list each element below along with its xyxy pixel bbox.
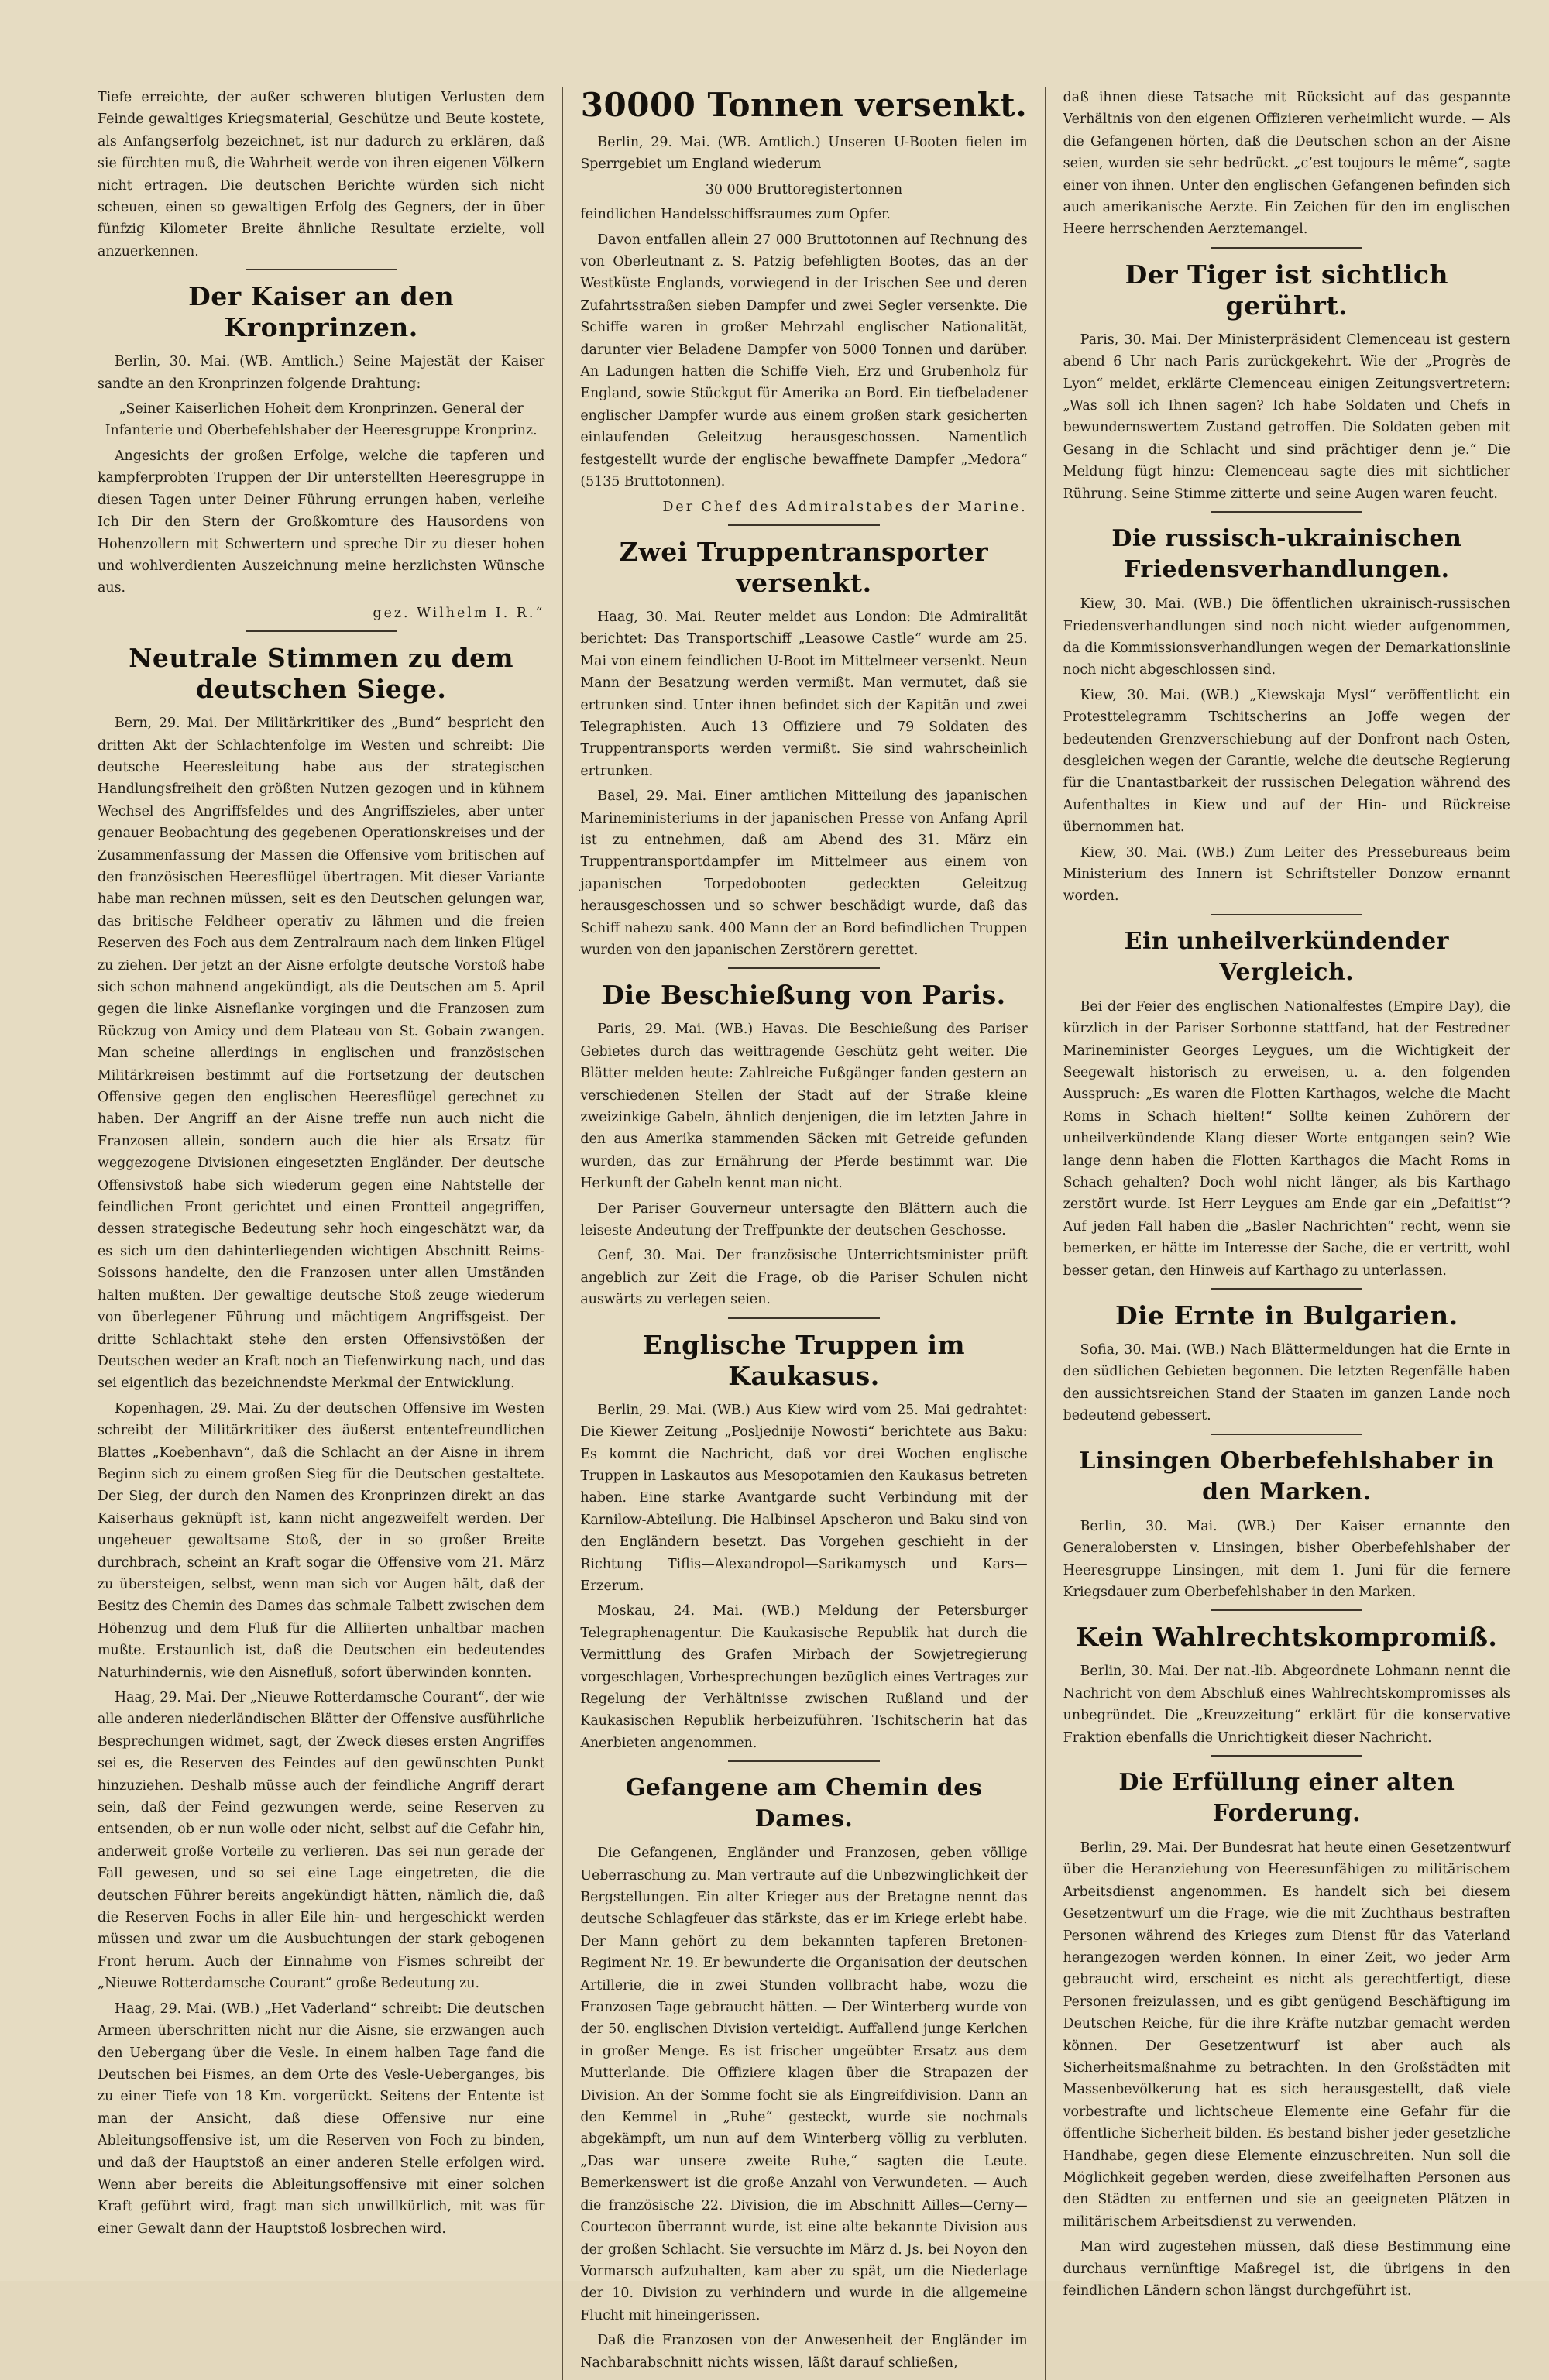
article-text: Genf, 30. Mai. Der französische Unterrichtsminister prüft angeblich zur Zeit die Frage, ob die Pariser Schulen nicht auswärts zu verlegen seien. bbox=[580, 1248, 1028, 1308]
article-text: Berlin, 30. Mai. (WB.) Der Kaiser ernannte den Generalobersten v. Linsingen, bisher Oberbefehlshaber der Heeresgruppe Linsingen, mit dem 1. Juni für die fernere Kriegsdauer zum Oberbefehlshaber in den Marken. bbox=[1063, 1518, 1510, 1600]
article-tonnen bbox=[580, 87, 1027, 518]
article-text: daß ihnen diese Tatsache mit Rücksicht auf das gespannte Verhältnis von den eigenen Offizieren verheimlicht wurde. — Als die Gefangenen hörten, daß die Deutschen schon an der Aisne seien, wurden sie sehr bedrückt. „c’est toujours le même“, sagte einer von ihnen. Unter den englischen Gefangenen befinden sich auch amerikanische Aerzte. Ein Zeichen für den im englischen Heere herrschenden Aerztemangel. bbox=[1063, 90, 1510, 238]
article-text: Berlin, 30. Mai. (WB. Amtlich.) Seine Majestät der Kaiser sandte an den Kronprinzen folgende Drahtung: bbox=[98, 354, 545, 392]
article-text: Kiew, 30. Mai. (WB.) Zum Leiter des Pressebureaus beim Ministerium des Innern ist Schriftsteller Donzow ernannt worden. bbox=[1063, 844, 1510, 905]
headline: Neutrale Stimmen zu dem deutschen Siege. bbox=[129, 643, 514, 705]
article-gefangene bbox=[580, 1773, 1027, 2374]
divider bbox=[1211, 1288, 1362, 1290]
article-text: „Seiner Kaiserlichen Hoheit dem Kronprinzen. General der Infanterie und Oberbefehlshaber der Heeresgruppe Kronprinz. bbox=[105, 401, 538, 439]
divider bbox=[1211, 1755, 1362, 1757]
article-text: Berlin, 29. Mai. (WB. Amtlich.) Unseren U-Booten fielen im Sperrgebiet um England wiederum bbox=[580, 135, 1028, 173]
article-text: Tiefe erreichte, der außer schweren blutigen Verlusten dem Feinde gewaltiges Kriegsmaterial, Geschütze und Beute kostete, als Anfangserfolg bezeichnet, ist nur dadurch zu erklären, daß sie fürchten muß, die Wahrheit werde von ihren eigenen Völkern nicht ertragen. Die deutschen Berichte würden sich nicht scheuen, einen so gewaltigen Erfolg des Gegners, der in über fünfzig Kilometer Breite ähnliche Resultate erzielte, voll anzuerkennen. bbox=[98, 90, 545, 259]
headline: Gefangene am Chemin des Dames. bbox=[625, 1774, 983, 1833]
article-text: Kiew, 30. Mai. (WB.) „Kiewskaja Mysl“ veröffentlicht ein Protesttelegramm Tschitscherins an Joffe wegen der bedeutenden Grenzverschiebung auf der Donfront nach Osten, desgleichen wegen der Garantie, welche die deutsche Regierung für die Unantastbarkeit der russischen Delegation während des Aufenthaltes in Kiew und auf der Hin- und Rückreise übernommen hat. bbox=[1063, 687, 1510, 836]
headline: Kein Wahlrechtskompromiß. bbox=[1076, 1622, 1498, 1653]
headline: Die russisch-ukrainischen Friedensverhandlungen. bbox=[1111, 525, 1462, 584]
divider bbox=[1211, 1609, 1362, 1611]
article-text: Paris, 29. Mai. (WB.) Havas. Die Beschießung des Pariser Gebietes durch das weittragende Geschütz geht weiter. Die Blätter melden heute: Zahlreiche Fußgänger fanden gestern an verschiedenen Stellen der Stadt auf der Straße kleine zweizinkige Gabeln, ähnlich denjenigen, die im letzten Jahre in den aus Amerika stammenden Säcken mit Getreide gefunden wurden, das zur Ernährung der Pferde bestimmt war. Die Herkunft der Gabeln kennt man nicht. bbox=[580, 1022, 1028, 1192]
article-text: Haag, 29. Mai. Der „Nieuwe Rotterdamsche Courant“, der wie alle anderen niederländischen Blätter der Offensive ausführliche Besprechungen widmet, sagt, der Zweck dieses ersten Angriffes sei es, die Reserven des Feindes auf den gewünschten Punkt hinzuziehen. Deshalb müsse auch der feindliche Angriff derart sein, daß der Feind gezwungen werde, seine Reserven zu entsenden, ob er nun wolle oder nicht, selbst auf die Gefahr hin, anderweit große Vorteile zu verlieren. Das sei nun gerade der Fall gewesen, und so sei eine Lage eingetreten, die die deutschen Führer bereits angekündigt hätten, nämlich die, daß die Reserven Fochs in aller Eile hin- und hergeschickt werden müssen und zwar um die Ausbuchtungen der stark gebogenen Front herum. Auch der Einnahme von Fismes schreibt der „Nieuwe Rotterdamsche Courant“ große Bedeutung zu. bbox=[98, 1690, 545, 1992]
signature-line: gez. Wilhelm I. R.“ bbox=[373, 605, 545, 621]
article-text: Daß die Franzosen von der Anwesenheit der Engländer im Nachbarabschnitt nichts wissen, läßt darauf schließen, bbox=[580, 2333, 1028, 2371]
article-kaukasus bbox=[580, 1330, 1027, 1755]
article-text: Bern, 29. Mai. Der Militärkritiker des „Bund“ bespricht den dritten Akt der Schlachtenfolge im Westen und schreibt: Die deutsche Heeresleitung habe aus der strategischen Handlungsfreiheit den größten Nutzen gezogen und in kühnem Wechsel des Angriffsfeldes und des Angriffszieles, aber unter genauer Beobachtung des gegebenen Operationskreises und der Zusammenfassung der Massen die Offensive vom britischen auf den französischen Heeresflügel übertragen. Mit dieser Variante habe man rechnen müssen, seit es den Deutschen gelungen war, das britische Feldheer operativ zu lähmen und die freien Reserven des Foch aus dem Zentralraum nach dem linken Flügel zu ziehen. Der jetzt an der Aisne erfolgte deutsche Vorstoß habe sich schon mahnend angekündigt, als die Deutschen am 5. April gegen die linke Aisneflanke vorgingen und die Franzosen zum Rückzug von Amicy und dem Plateau von St. Gobain zwangen. Man scheine allerdings in englischen und französischen Militärkreisen bestimmt auf die Fortsetzung der deutschen Offensive gegen den englischen Heeresflügel gerechnet zu haben. Der Angriff an der Aisne treffe nun auch nicht die Franzosen allein, sondern auch die hier als Ersatz für weggezogene Divisionen eingesetzten Engländer. Der deutsche Offensivstoß habe sich wiederum gegen eine Nahtstelle der feindlichen Front gerichtet und einen Frontteil angegriffen, dessen strategische Bedeutung sehr hoch eingeschätzt war, da es sich um den dahinterliegenden wichtigen Abschnitt Reims-Soissons handelte, den die Franzosen unter allen Umständen halten mußten. Der gewaltige deutsche Stoß zeuge wiederum von überlegener Führung und mächtigem Angriffsgeist. Der dritte Schlachtakt stehe den ersten Offensivstößen der Deutschen weder an Kraft noch an Tiefenwirkung nach, und das sei eigentlich das bezeichnendste Merkmal der Entwicklung. bbox=[98, 716, 545, 1392]
headline: Der Tiger ist sichtlich gerührt. bbox=[1125, 259, 1449, 321]
headline: Linsingen Oberbefehlshaber in den Marken. bbox=[1079, 1447, 1495, 1506]
divider bbox=[246, 269, 397, 270]
article-continuation bbox=[98, 87, 544, 263]
article-continuation bbox=[1063, 87, 1510, 241]
article-paris bbox=[580, 980, 1027, 1310]
divider bbox=[728, 524, 880, 526]
divider bbox=[728, 1760, 880, 1762]
article-text: Man wird zugestehen müssen, daß diese Bestimmung eine durchaus vernünftige Maßregel ist, die übrigens in den feindlichen Ländern schon längst durchgeführt ist. bbox=[1063, 2239, 1510, 2299]
article-forderung bbox=[1063, 1767, 1510, 2303]
divider bbox=[1211, 511, 1362, 513]
article-text: Berlin, 29. Mai. Der Bundesrat hat heute einen Gesetzentwurf über die Heranziehung von Heeresunfähigen zu militärischem Arbeitsdienst angenommen. Es handelt sich bei diesem Gesetzentwurf um die Frage, wie die mit Zuchthaus bestraften Personen während des Krieges zum Dienst für das Vaterland herangezogen werden können. In einer Zeit, wo jeder Arm gebraucht wird, erscheint es nicht als gerechtfertigt, diese Personen freizulassen, und es gibt genügend Beschäftigung im Deutschen Reiche, für die ihre Kräfte nutzbar gemacht werden können. Der Gesetzentwurf ist aber auch als Sicherheitsmaßnahme zu betrachten. In den Großstädten mit Massenbevölkerung hat es sich herausgestellt, daß viele vorbestrafte und lichtscheue Elemente eine Gefahr für die öffentliche Sicherheit bilden. Es bestand bisher jeder gesetzliche Handhabe, gegen diese Elemente einzuschreiten. Nun soll die Möglichkeit gegeben werden, diese zweifelhaften Personen aus den Städten zu entfernen und sie an geeigneten Plätzen in militärischem Arbeitsdienst zu verwenden. bbox=[1063, 1839, 1510, 2230]
signature-line: Der Chef des Admiralstabes der Marine. bbox=[662, 499, 1028, 515]
article-text: Angesichts der großen Erfolge, welche die tapferen und kampferprobten Truppen der Dir unterstellten Heeresgruppe in diesen Tagen unter Deiner Führung errungen haben, verleihe Ich Dir den Stern der Großkomture des Hausordens von Hohenzollern mit Schwertern und spreche Dir zu dieser hohen und wohlverdienten Auszeichnung meine herzlichsten Wünsche aus. bbox=[98, 448, 545, 596]
article-ernte bbox=[1063, 1300, 1510, 1427]
headline: Zwei Truppentransporter versenkt. bbox=[619, 536, 989, 598]
article-text: Berlin, 30. Mai. Der nat.-lib. Abgeordnete Lohmann nennt die Nachricht von dem Abschluß eines Wahlrechtskompromisses als unbegründet. Die „Kreuzzeitung“ erklärt für die konservative Fraktion ebenfalls die Unrichtigkeit dieser Nachricht. bbox=[1063, 1664, 1510, 1746]
article-text: Moskau, 24. Mai. (WB.) Meldung der Petersburger Telegraphenagentur. Die Kaukasische Republik hat durch die Vermittlung des Grafen Mirbach der Sowjetregierung vorgeschlagen, Vorbesprechungen bezüglich eines Vertrages zur Regelung der Verhältnisse zwischen Rußland und der Kaukasischen Republik herbeizuführen. Tschitscherin hat das Anerbieten angenommen. bbox=[580, 1603, 1028, 1751]
article-neutral bbox=[98, 643, 544, 2240]
headline: Die Erfüllung einer alten Forderung. bbox=[1118, 1768, 1455, 1827]
article-text: 30 000 Bruttoregistertonnen bbox=[705, 181, 903, 197]
article-tiger bbox=[1063, 259, 1510, 505]
article-text: Paris, 30. Mai. Der Ministerpräsident Clemenceau ist gestern abend 6 Uhr nach Paris zurückgekehrt. Wie der „Progrès de Lyon“ meldet, erklärte Clemenceau einigen Zeitungsvertretern: „Was soll ich Ihnen sagen? Ich habe Soldaten und Chefs in bewundernswertem Zustand getroffen. Die Soldaten geben mit Gesang in die Schlacht und sind prächtiger denn je.“ Die Meldung fügt hinzu: Clemenceau sagte dies mit sichtlicher Rührung. Seine Stimme zitterte und seine Augen waren feucht. bbox=[1063, 331, 1510, 502]
article-text: Kopenhagen, 29. Mai. Zu der deutschen Offensive im Westen schreibt der Militärkritiker des äußerst ententefreundlichen Blattes „Koebenhavn“, daß die Schlacht an der Aisne in ihrem Beginn sich zu einem großen Sieg für die Deutschen gestaltete. Der Sieg, der durch den Namen des Kronprinzen direkt an das Kaiserhaus geknüpft ist, kann nicht angezweifelt werden. Der ungeheuer gewaltsame Stoß, der in so großer Breite durchbrach, scheint an Kraft sogar die Offensive vom 21. März zu übersteigen, selbst, wenn man sich vor Augen hält, daß der Besitz des Chemin des Dames das schmale Talbett zwischen dem Höhenzug und dem Fluß für die Alliierten unhaltbar machen mußte. Erstaunlich ist, daß die Deutschen ein bedeutendes Naturhindernis, wie den Aisnefluß, sofort überwinden konnten. bbox=[98, 1400, 545, 1681]
article-vergleich bbox=[1063, 926, 1510, 1282]
article-text: Davon entfallen allein 27 000 Bruttotonnen auf Rechnung des von Oberleutnant z. S. Patzig befehligten Bootes, das an der Westküste Englands, vorwiegend in der Irischen See und deren Zufahrtsstraßen sieben Dampfer und zwei Segler versenkte. Die Schiffe waren in großer Mehrzahl englischer Nationalität, darunter vier Beladene Dampfer von 5000 Tonnen und darüber. An Ladungen hatten die Schiffe Vieh, Erz und Grubenholz für England, sowie Stückgut für Amerika an Bord. Ein tiefbeladener englischer Dampfer wurde aus einem großen stark gesicherten einlaufenden Geleitzug herausgeschossen. Namentlich festgestellt wurde der englische bewaffnete Dampfer „Medora“ (5135 Bruttotonnen). bbox=[580, 232, 1028, 490]
headline: Englische Truppen im Kaukasus. bbox=[642, 1329, 966, 1391]
divider bbox=[728, 1317, 880, 1319]
article-wahlrecht bbox=[1063, 1622, 1510, 1749]
headline: Ein unheilverkündender Vergleich. bbox=[1124, 927, 1449, 986]
divider bbox=[246, 630, 397, 632]
headline: Die Beschießung von Paris. bbox=[602, 980, 1006, 1011]
article-kaiser bbox=[98, 281, 544, 624]
column-left bbox=[93, 87, 549, 2380]
article-text: Der Pariser Gouverneur untersagte den Blättern auch die leiseste Andeutung der Treffpunkte der deutschen Geschosse. bbox=[580, 1200, 1028, 1239]
column-right bbox=[1059, 87, 1515, 2380]
article-text: feindlichen Handelsschiffsraumes zum Opfer. bbox=[580, 207, 891, 223]
divider bbox=[1211, 914, 1362, 915]
article-text: Haag, 30. Mai. Reuter meldet aus London: Die Admiralität berichtet: Das Transportschiff „Leasowe Castle“ wurde am 25. Mai von einem feindlichen U-Boot im Mittelmeer versenkt. Neun Mann der Besatzung werden vermißt. Man vermutet, daß sie ertrunken sind. Unter ihnen befindet sich der Kapitän und zwei Telegraphisten. Auch 13 Offiziere und 79 Soldaten des Truppentransports werden vermißt. Sie sind wahrscheinlich ertrunken. bbox=[580, 609, 1028, 779]
article-transporter bbox=[580, 537, 1027, 962]
column-middle bbox=[575, 87, 1032, 2380]
article-text: Die Gefangenen, Engländer und Franzosen, geben völlige Ueberraschung zu. Man vertraute auf die Unbezwinglichkeit der Bergstellungen. Ein alter Krieger aus der Bretagne nennt das deutsche Schlagfeuer das stärkste, das er im Kriege erlebt habe. Der Mann gehört zu dem bekannten tapferen Bretonen-Regiment Nr. 19. Er bewunderte die Organisation der deutschen Artillerie, die in zwei Stunden vollbracht habe, wozu die Franzosen Tage gebraucht hätten. — Der Winterberg wurde von der 50. englischen Division verteidigt. Auffallend junge Kerlchen in großer Menge. Es ist frischer ungeübter Ersatz aus dem Mutterlande. Die Offiziere klagen über die Strapazen der Division. An der Somme focht sie als Eingreifdivision. Dann an den Kemmel in „Ruhe“ gesteckt, wurde sie nochmals abgekämpft, um nun auf dem Winterberg völlig zu verbluten. „Das war unsere zweite Ruhe,“ sagten die Leute. Bemerkenswert ist die große Anzahl von Verwundeten. — Auch die französische 22. Division, die im Abschnitt Ailles—Cerny—Courtecon überrannt wurde, ist eine alte bekannte Division aus der großen Schlacht. Sie versuchte im März d. Js. bei Noyon den Vormarsch aufzuhalten, kam aber zu spät, um die Niederlage der 10. Division zu verhindern und wurde in die allgemeine Flucht mit hineingerissen. bbox=[580, 1846, 1028, 2323]
article-ukraine bbox=[1063, 524, 1510, 908]
article-linsingen bbox=[1063, 1446, 1510, 1604]
headline: Die Ernte in Bulgarien. bbox=[1115, 1300, 1458, 1331]
divider bbox=[1211, 1434, 1362, 1435]
article-text: Haag, 29. Mai. (WB.) „Het Vaderland“ schreibt: Die deutschen Armeen überschritten nicht nur die Aisne, sie erzwangen auch den Uebergang über die Vesle. In einem halben Tage fand die Deutschen bei Fismes, an dem Orte des Vesle-Ueberganges, bis zu einer Tiefe von 18 Km. vorgerückt. Seitens der Entente ist man der Ansicht, daß diese Offensive nur eine Ableitungsoffensive ist, um die Reserven von Foch zu binden, und daß der Hauptstoß an einer anderen Stelle erfolgen wird. Wenn aber bereits die Ableitungsoffensive mit einer solchen Kraft geführt wird, fragt man sich unwillkürlich, mit was für einer Gewalt dann der Hauptstoß losbrechen wird. bbox=[98, 2001, 545, 2237]
article-text: Bei der Feier des englischen Nationalfestes (Empire Day), die kürzlich in der Pariser Sorbonne stattfand, hat der Festredner Marineminister Georges Leygues, um die Wichtigkeit der Seegewalt historisch zu erweisen, u. a. den folgenden Ausspruch: „Es waren die Flotten Karthagos, welche die Macht Roms in Schach hielten!“ Sollte keinen Zuhörern der unheilverkündende Klang dieser Worte entgangen sein? Wie lange denn haben die Flotten Karthagos die Macht Roms in Schach gehalten? Doch wohl nicht länger, als bis Karthago zerstört wurde. Ist Herr Leygues am Ende gar ein „Defaitist“? Auf jeden Fall haben die „Basler Nachrichten“ recht, wenn sie bemerken, er hätte im Interesse der Sache, die er vertritt, wohl besser getan, den Hinweis auf Karthago zu unterlassen. bbox=[1063, 998, 1510, 1279]
article-text: Kiew, 30. Mai. (WB.) Die öffentlichen ukrainisch-russischen Friedensverhandlungen sind noch nicht wieder aufgenommen, da die Kommissionsverhandlungen wegen der Demarkationslinie noch nicht abgeschlossen sind. bbox=[1063, 596, 1510, 678]
headline: 30000 Tonnen versenkt. bbox=[580, 86, 1028, 124]
article-text: Sofia, 30. Mai. (WB.) Nach Blättermeldungen hat die Ernte in den südlichen Gebieten begonnen. Die letzten Regenfälle haben den aussichtsreichen Stand der Staaten im ganzen Lande noch bedeutend gebessert. bbox=[1063, 1342, 1510, 1424]
headline: Der Kaiser an den Kronprinzen. bbox=[188, 281, 455, 343]
article-text: Berlin, 29. Mai. (WB.) Aus Kiew wird vom 25. Mai gedrahtet: Die Kiewer Zeitung „Posljednije Nowosti“ berichtete aus Baku: Es kommt die Nachricht, daß vor drei Wochen englische Truppen in Laskautos aus Mesopotamien den Kaukasus betreten haben. Eine starke Avantgarde sucht Verbindung mit der Karnilow-Abteilung. Die Halbinsel Apscheron und Baku sind von den Engländern besetzt. Das Vorgehen geschieht in der Richtung Tiflis—Alexandropol—Sarikamysch und Kars—Erzerum. bbox=[580, 1402, 1028, 1594]
divider bbox=[1211, 247, 1362, 249]
article-text: Basel, 29. Mai. Einer amtlichen Mitteilung des japanischen Marineministeriums in der japanischen Presse von Anfang April ist zu entnehmen, daß am Abend des 31. März ein Truppentransportdampfer im Mittelmeer aus einem von japanischen Torpedobooten gedeckten Geleitzug herausgeschossen und so schwer beschädigt wurde, daß das Schiff nahezu sank. 400 Mann der an Bord befindlichen Truppen wurden von den japanischen Zerstörern gerettet. bbox=[580, 788, 1028, 958]
divider bbox=[728, 967, 880, 969]
